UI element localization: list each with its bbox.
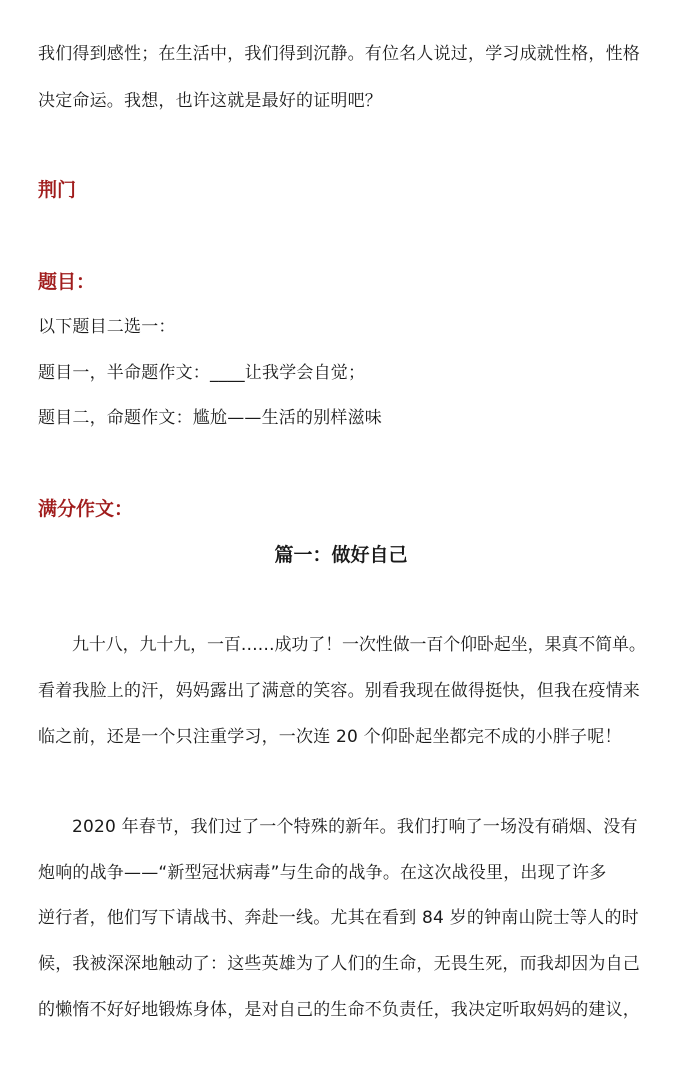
paragraph2-line-2: 炮响的战争——“新型冠状病毒”与生命的战争。在这次战役里，出现了许多 <box>38 863 607 883</box>
paragraph2-line-4: 候，我被深深地触动了：这些英雄为了人们的生命，无畏生死，而我却因为自己 <box>38 954 640 974</box>
paragraph1-line-1: 九十八，九十九，一百……成功了！一次性做一百个仰卧起坐，果真不简单。 <box>72 635 646 655</box>
topic-intro-line: 以下题目二选一： <box>38 317 176 337</box>
intro-line-1: 我们得到感性；在生活中，我们得到沉静。有位名人说过，学习成就性格，性格 <box>38 44 640 64</box>
paragraph2-line-3: 逆行者，他们写下请战书、奔赴一线。尤其在看到 84 岁的钟南山院士等人的时 <box>38 908 639 928</box>
paragraph2-line-1: 2020 年春节，我们过了一个特殊的新年。我们打响了一场没有硝烟、没有 <box>72 817 638 837</box>
topic-heading: 题目： <box>38 271 96 293</box>
paragraph2-line-5: 的懒惰不好好地锻炼身体，是对自己的生命不负责任，我决定听取妈妈的建议， <box>38 1000 640 1020</box>
region-heading: 荆门 <box>38 179 77 201</box>
paragraph1-line-3: 临之前，还是一个只注重学习，一次连 20 个仰卧起坐都完不成的小胖子呢！ <box>38 727 622 747</box>
intro-line-2: 决定命运。我想，也许这就是最好的证明吧？ <box>38 91 382 111</box>
paragraph1-line-2: 看着我脸上的汗，妈妈露出了满意的笑容。别看我现在做得挺快，但我在疫情来 <box>38 681 640 701</box>
topic-option-1: 题目一，半命题作文：____让我学会自觉； <box>38 363 366 383</box>
essay-heading: 满分作文： <box>38 498 134 520</box>
article-title: 篇一：做好自己 <box>274 544 408 566</box>
topic-option-2: 题目二，命题作文：尴尬——生活的别样滋味 <box>38 408 382 428</box>
